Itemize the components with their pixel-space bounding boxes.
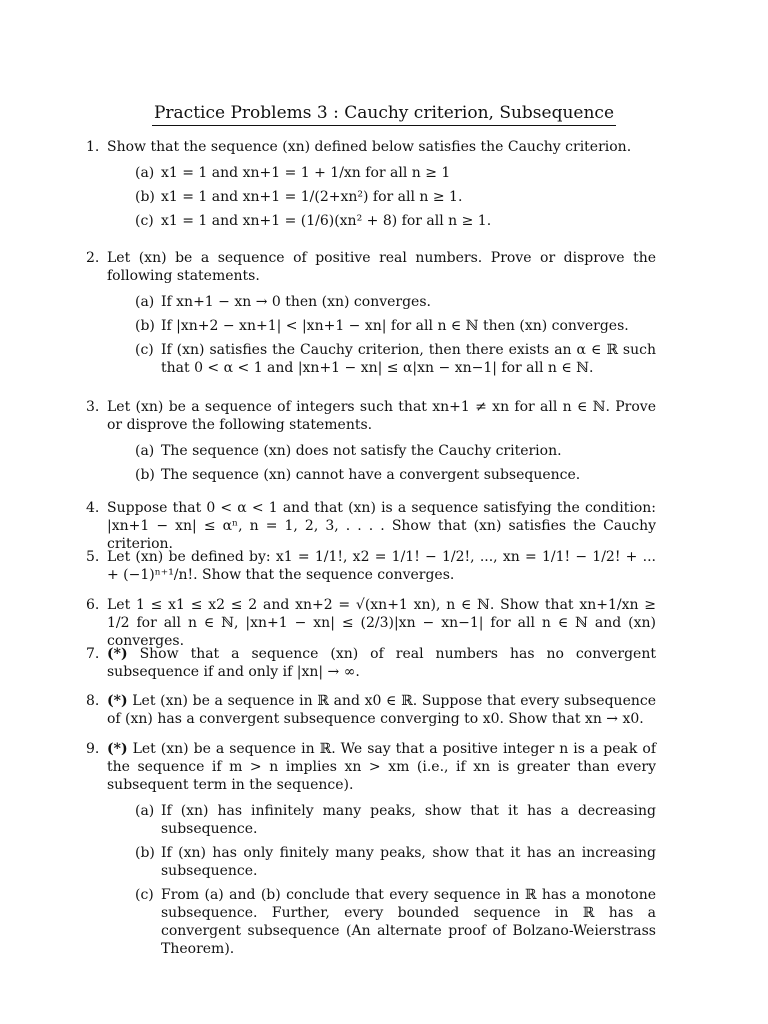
problem-number: 2. — [86, 250, 100, 266]
problem-text: Let (xn) be a sequence in ℝ. We say that a positive integer n is a peak of the sequence if m > n implies xn > xm (i.e., if xn is greater than every subsequent term in the sequence). — [107, 741, 656, 793]
subproblem: (b) If (xn) has only finitely many peaks, show that it has an increasing subsequence. — [135, 845, 656, 879]
problem-9 — [86, 740, 656, 964]
problem-6 — [86, 596, 656, 650]
problem-text: Show that a sequence (xn) of real numbers has no convergent subsequence if and only if |xn| → ∞. — [107, 646, 656, 680]
problem-7 — [86, 645, 656, 681]
problem-2 — [86, 249, 656, 383]
star-marker: (*) — [107, 741, 128, 757]
subproblem: (c) From (a) and (b) conclude that every sequence in ℝ has a monotone subsequence. Further, every bounded sequence in ℝ has a convergent subsequence (An alternate proof of Bolzano-Weierstrass Theorem). — [135, 887, 656, 957]
problem-text: Let 1 ≤ x1 ≤ x2 ≤ 2 and xn+2 = √(xn+1 xn), n ∈ ℕ. Show that xn+1/xn ≥ 1/2 for all n ∈ ℕ, |xn+1 − xn| ≤ (2/3)|xn − xn−1| for all n ∈ ℕ and (xn) converges. — [107, 597, 656, 649]
subproblem: (a) The sequence (xn) does not satisfy the Cauchy criterion. — [135, 443, 562, 459]
star-marker: (*) — [107, 646, 128, 662]
problem-text: Suppose that 0 < α < 1 and that (xn) is a sequence satisfying the condition: |xn+1 − xn| ≤ αⁿ, n = 1, 2, 3, . . . . Show that (xn) satisfies the Cauchy criterion. — [107, 500, 656, 552]
problem-text: Let (xn) be defined by: x1 = 1/1!, x2 = 1/1! − 1/2!, ..., xn = 1/1! − 1/2! + ... + (−1)ⁿ⁺¹/n!. Show that the sequence converges. — [107, 549, 656, 583]
problem-5 — [86, 548, 656, 584]
problem-number: 4. — [86, 500, 100, 516]
subproblem: (b) If |xn+2 − xn+1| < |xn+1 − xn| for all n ∈ ℕ then (xn) converges. — [135, 318, 629, 334]
problem-text: Let (xn) be a sequence of integers such that xn+1 ≠ xn for all n ∈ ℕ. Prove or disprove the following statements. — [107, 399, 656, 433]
problem-3 — [86, 398, 656, 490]
subproblem: (c) x1 = 1 and xn+1 = (1/6)(xn² + 8) for all n ≥ 1. — [135, 213, 492, 229]
problem-text: Let (xn) be a sequence of positive real numbers. Prove or disprove the following statements. — [107, 250, 656, 284]
problem-number: 9. — [86, 741, 100, 757]
problem-number: 3. — [86, 399, 100, 415]
problem-number: 7. — [86, 646, 100, 662]
problem-number: 5. — [86, 549, 100, 565]
star-marker: (*) — [107, 693, 128, 709]
subproblem: (b) The sequence (xn) cannot have a convergent subsequence. — [135, 467, 581, 483]
subproblem: (a) If (xn) has infinitely many peaks, show that it has a decreasing subsequence. — [135, 803, 656, 837]
problem-1 — [86, 138, 656, 236]
subproblem: (a) If xn+1 − xn → 0 then (xn) converges. — [135, 294, 431, 310]
problem-text: Let (xn) be a sequence in ℝ and x0 ∈ ℝ. Suppose that every subsequence of (xn) has a convergent subsequence converging to x0. Show that xn → x0. — [107, 693, 656, 727]
problem-number: 8. — [86, 693, 100, 709]
problem-4 — [86, 499, 656, 553]
subproblem: (c) If (xn) satisfies the Cauchy criterion, then there exists an α ∈ ℝ such that 0 < α < 1 and |xn+1 − xn| ≤ α|xn − xn−1| for all n ∈ ℕ. — [135, 342, 656, 376]
problem-number: 1. — [86, 139, 100, 155]
subproblem: (a) x1 = 1 and xn+1 = 1 + 1/xn for all n ≥ 1 — [135, 165, 451, 181]
problem-number: 6. — [86, 597, 100, 613]
problem-8 — [86, 692, 656, 728]
page-title: Practice Problems 3 : Cauchy criterion, Subsequence — [0, 102, 768, 126]
problem-text: Show that the sequence (xn) defined below satisfies the Cauchy criterion. — [107, 139, 632, 155]
subproblem: (b) x1 = 1 and xn+1 = 1/(2+xn²) for all n ≥ 1. — [135, 189, 463, 205]
